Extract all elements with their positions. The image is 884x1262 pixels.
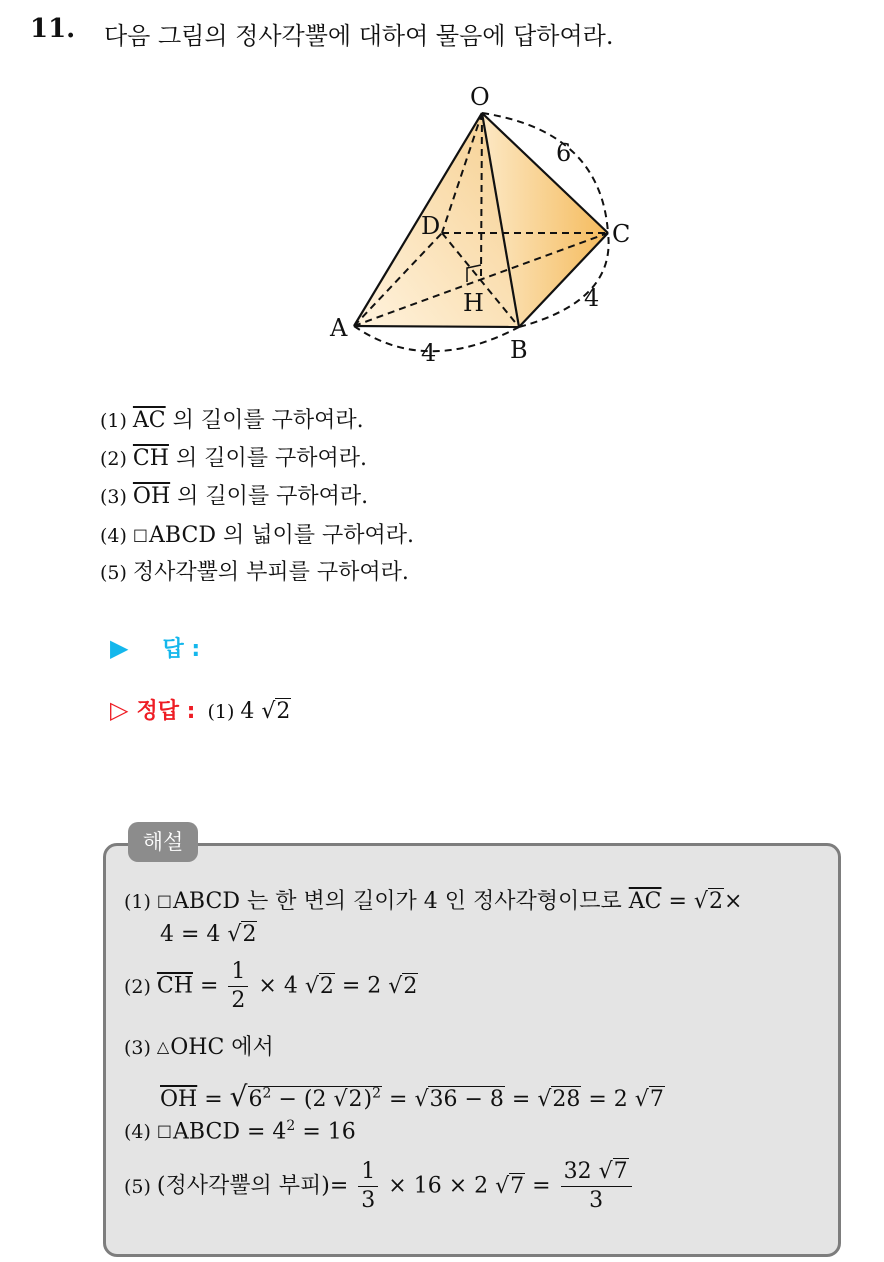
- expl-text: × 4: [258, 973, 298, 999]
- sqrt-symbol: √2: [388, 973, 418, 999]
- expl-line-5: [160, 1080, 665, 1113]
- radicand: 2: [276, 699, 291, 724]
- segment-oh: $\overline{OH}$: [160, 1087, 198, 1112]
- segment-ac: $\overline{AC}$: [628, 889, 662, 914]
- sqrt-symbol: √2: [261, 699, 291, 724]
- label-4-bc: 4: [584, 284, 600, 312]
- radicand-part: ): [363, 1087, 373, 1112]
- sqrt-symbol: √2: [304, 973, 334, 999]
- expl-line-1: [124, 884, 742, 915]
- item-text: 정사각뿔의 부피를 구하여라.: [132, 560, 409, 585]
- fraction: [561, 1160, 632, 1213]
- item-1: [100, 402, 414, 440]
- radicand: 7: [649, 1087, 664, 1112]
- radicand-part: − (2: [278, 1087, 327, 1112]
- expl-text: 에서: [231, 1035, 274, 1060]
- radicand: 7: [510, 1173, 525, 1199]
- step-number: (1): [124, 891, 151, 913]
- label-d: D: [421, 212, 441, 240]
- expl-text: = 16: [302, 1119, 356, 1145]
- exponent: 2: [262, 1085, 272, 1102]
- item-text: 의 길이를 구하여라.: [177, 484, 369, 509]
- label-a: A: [330, 314, 348, 342]
- item-text: 의 길이를 구하여라.: [172, 408, 364, 433]
- exponent: 2: [372, 1085, 381, 1102]
- equals: =: [511, 1087, 531, 1112]
- expl-text: × 16 × 2: [388, 1173, 489, 1199]
- item-4: [100, 516, 414, 554]
- expl-line-7: [124, 1160, 635, 1213]
- answer-line: [110, 632, 200, 663]
- triangle-ohc: OHC: [170, 1035, 225, 1060]
- radicand: 28: [552, 1087, 581, 1112]
- item-number: (2): [100, 448, 127, 470]
- correct-label: 정답 :: [136, 699, 196, 724]
- radicand-part: 6: [248, 1087, 263, 1112]
- outline-triangle-icon: ▷: [110, 696, 129, 724]
- expl-text: 4 = 4: [160, 922, 221, 947]
- square-icon: □: [156, 891, 173, 910]
- numerator: [561, 1160, 632, 1187]
- sqrt-symbol: √2: [227, 922, 257, 947]
- item-text: 의 길이를 구하여라.: [175, 446, 367, 471]
- expl-line-2: [160, 922, 257, 947]
- edge-ab: [354, 326, 519, 327]
- item-text: 의 넓이를 구하여라.: [222, 523, 414, 548]
- sqrt-symbol: √7: [598, 1159, 628, 1184]
- fraction: [358, 1160, 378, 1213]
- answer-label: 답 :: [162, 637, 201, 662]
- quad-abcd: ABCD: [149, 523, 216, 548]
- radicand: [248, 1086, 382, 1112]
- numerator-coef: 32: [563, 1159, 592, 1184]
- denominator: 2: [231, 988, 246, 1013]
- radicand: 2: [319, 973, 334, 999]
- item-number: (4): [100, 525, 127, 547]
- radicand: 2: [242, 922, 257, 947]
- sqrt-symbol: √36 − 8: [414, 1087, 504, 1112]
- label-o: O: [470, 83, 490, 111]
- label-h: H: [463, 289, 484, 317]
- equals: =: [532, 1173, 551, 1199]
- item-3: [100, 478, 414, 516]
- item-2: [100, 440, 414, 478]
- radicand: 7: [613, 1159, 628, 1184]
- sqrt-symbol: √28: [537, 1087, 581, 1112]
- quad-abcd: ABCD: [173, 889, 240, 914]
- step-number: (4): [124, 1121, 151, 1144]
- item-number: (1): [100, 410, 127, 432]
- expl-text: = 2: [341, 973, 382, 999]
- segment-ch: $\overline{CH}$: [156, 973, 193, 999]
- item-number: (5): [100, 562, 127, 584]
- quad-abcd: ABCD: [173, 1119, 240, 1145]
- expl-line-6: [124, 1118, 356, 1144]
- square-icon: □: [156, 1121, 173, 1141]
- label-b: B: [510, 336, 528, 364]
- denominator: 3: [361, 1188, 376, 1213]
- correct-answer-line: [110, 694, 291, 725]
- explanation-tag: 해설: [128, 822, 198, 862]
- equals: =: [204, 1087, 223, 1112]
- label-4-ab: 4: [421, 339, 437, 367]
- question-text: 다음 그림의 정사각뿔에 대하여 물음에 답하여라.: [104, 22, 614, 50]
- sqrt-symbol: √2: [693, 889, 723, 914]
- step-number: (2): [124, 975, 151, 998]
- expl-text: = 2: [588, 1087, 628, 1112]
- question-number: 11.: [30, 14, 76, 44]
- expl-text: (정사각뿔의 부피)=: [156, 1173, 349, 1199]
- item-5: [100, 554, 414, 592]
- segment-oh: $\overline{OH}$: [132, 484, 171, 509]
- expl-text: 는 한 변의 길이가 4 인 정사각형이므로: [246, 889, 622, 914]
- label-6: 6: [556, 139, 572, 167]
- correct-num: (1): [207, 701, 235, 723]
- pyramid-figure: [316, 76, 646, 376]
- radicand: 2: [348, 1087, 363, 1112]
- step-number: (3): [124, 1037, 151, 1059]
- item-number: (3): [100, 486, 127, 508]
- numerator: 1: [228, 960, 248, 987]
- correct-coef: 4: [240, 699, 255, 724]
- sqrt-symbol: √7: [495, 1173, 525, 1199]
- denominator: 3: [589, 1188, 604, 1213]
- label-c: C: [612, 220, 631, 248]
- triangle-icon: △: [156, 1037, 170, 1056]
- segment-ac: $\overline{AC}$: [132, 408, 166, 433]
- times: ×: [723, 889, 743, 914]
- play-triangle-icon: ▶: [110, 634, 129, 662]
- equals: =: [199, 973, 219, 999]
- square-icon: □: [132, 525, 149, 544]
- radicand: 2: [708, 889, 723, 914]
- sqrt-symbol: √2: [333, 1087, 363, 1112]
- sqrt-symbol: √7: [634, 1087, 664, 1112]
- expl-text: = 4: [246, 1119, 287, 1145]
- step-number: (5): [124, 1175, 151, 1198]
- sqrt-symbol: $√6^2 - (2$ √2)$^2$: [229, 1080, 381, 1113]
- arc-ab: [354, 326, 519, 351]
- equals: =: [668, 889, 687, 914]
- expl-line-4: [124, 1030, 274, 1061]
- fraction: [228, 960, 248, 1013]
- segment-ch: $\overline{CH}$: [132, 446, 169, 471]
- radicand: 2: [403, 973, 418, 999]
- equals: =: [389, 1087, 408, 1112]
- question-items: [100, 402, 414, 592]
- numerator: 1: [358, 1160, 378, 1187]
- radicand: 36 − 8: [429, 1087, 504, 1112]
- exponent: 2: [286, 1118, 296, 1134]
- expl-line-3: [124, 960, 418, 1013]
